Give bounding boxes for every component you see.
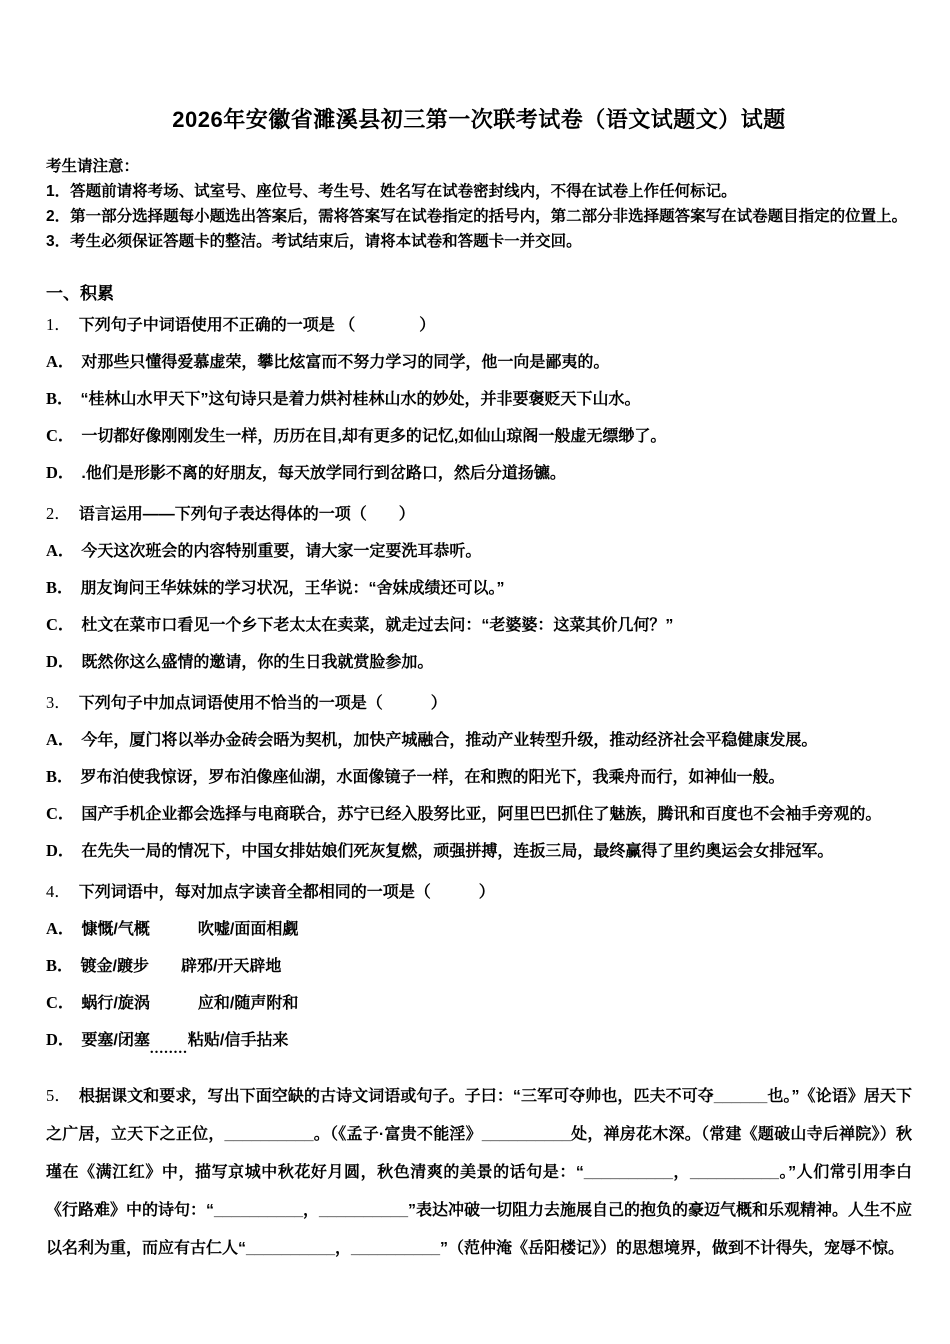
question-3-option-a — [46, 730, 912, 750]
option-label: A． — [46, 541, 75, 560]
question-1-option-b — [46, 389, 912, 409]
option-text: 今年，厦门将以举办金砖会晤为契机，加快产城融合，推动产业转型升级，推动经济社会平稳健康发展。 — [81, 732, 818, 749]
option-label: C． — [46, 804, 75, 823]
option-label: D． — [46, 1030, 75, 1049]
question-1-option-a — [46, 352, 912, 372]
question-2 — [46, 504, 912, 672]
option-text: 对那些只懂得爱慕虚荣，攀比炫富而不努力学习的同学，他一向是鄙夷的。 — [81, 354, 610, 371]
question-2-stem-text: 语言运用——下列句子表达得体的一项（ ） — [78, 506, 415, 523]
option-label: C． — [46, 426, 75, 445]
question-4-number: 4． — [46, 882, 71, 901]
question-4-option-c — [46, 993, 912, 1013]
notice-item-3: 3．考生必须保证答题卡的整洁。考试结束后，请将本试卷和答题卡一并交回。 — [46, 233, 582, 250]
question-2-option-c — [46, 615, 912, 635]
question-3-option-c — [46, 804, 912, 824]
question-4 — [46, 882, 912, 1057]
question-2-option-a — [46, 541, 912, 561]
option-text-pair-2: 粘贴/信手拈来 — [187, 1032, 289, 1049]
question-3-number: 3． — [46, 693, 71, 712]
question-5-text: 根据课文和要求，写出下面空缺的古诗文词语或句子。子曰：“三军可夺帅也，匹夫不可夺______也。”《论语》居天下之广居，立天下之正位，__________。（《孟子·富贵不能淫》__________处，禅房花木深。（常建《题破山寺后禅院》）秋瑾在《满江红》中，描写京城中秋花好月圆，秋色清爽的美景的话句是：“__________，__________。”人们常引用李白《行路难》中的诗句：“__________，__________”表达冲破一切阻力去施展自己的抱负的豪迈气概和乐观精神。人生不应以名利为重，而应有古仁人“__________，__________”（范仲淹《岳阳楼记》）的思想境界，做到不计得失，宠辱不惊。 — [46, 1088, 912, 1257]
question-2-option-d — [46, 652, 912, 672]
question-3-stem-text: 下列句子中加点词语使用不恰当的一项是（ ） — [78, 695, 447, 712]
option-text: 慷慨/气概 吹嘘/面面相觑 — [81, 921, 299, 938]
notice-item-2: 2．第一部分选择题每小题选出答案后，需将答案写在试卷指定的括号内，第二部分非选择题答案写在试卷题目指定的位置上。 — [46, 208, 908, 225]
question-2-number: 2． — [46, 504, 71, 523]
option-text: 罗布泊使我惊讶，罗布泊像座仙湖，水面像镜子一样，在和煦的阳光下，我乘舟而行，如神仙一般。 — [80, 769, 785, 786]
question-1-stem-text: 下列句子中词语使用不正确的一项是 （ ） — [78, 317, 436, 334]
notice-item-1: 1．答题前请将考场、试室号、座位号、考生号、姓名写在试卷密封线内，不得在试卷上作任何标记。 — [46, 183, 737, 200]
question-1 — [46, 315, 912, 483]
notice-heading: 考生请注意： — [46, 158, 140, 175]
section-heading-accumulation: 一、积累 — [46, 284, 114, 303]
option-text: 今天这次班会的内容特别重要，请大家一定要洗耳恭听。 — [81, 543, 482, 560]
option-text-pair-1: 要塞/闭塞 — [81, 1032, 150, 1049]
notice-section — [46, 154, 912, 254]
option-label: B． — [46, 389, 74, 408]
question-1-stem — [46, 315, 912, 335]
question-5 — [46, 1077, 912, 1268]
option-label: D． — [46, 463, 75, 482]
option-text: 既然你这么盛情的邀请，你的生日我就赏脸参加。 — [81, 654, 434, 671]
question-1-option-d — [46, 463, 912, 483]
question-4-stem — [46, 882, 912, 902]
option-text: 朋友询问王华妹妹的学习状况，王华说：“舍妹成绩还可以。” — [80, 580, 505, 597]
question-5-number: 5． — [46, 1086, 71, 1105]
option-text: 一切都好像刚刚发生一样，历历在目,却有更多的记忆,如仙山琼阁一般虚无缥缈了。 — [81, 428, 667, 445]
question-3 — [46, 693, 912, 861]
question-4-option-b — [46, 956, 912, 976]
question-1-option-c — [46, 426, 912, 446]
question-4-stem-text: 下列词语中，每对加点字读音全都相同的一项是（ ） — [78, 884, 495, 901]
question-3-stem — [46, 693, 912, 713]
option-label: A． — [46, 919, 75, 938]
question-4-option-d — [46, 1030, 912, 1057]
option-label: B． — [46, 767, 74, 786]
question-2-stem — [46, 504, 912, 524]
option-text: 在先失一局的情况下，中国女排姑娘们死灰复燃，顽强拼搏，连扳三局，最终赢得了里约奥运会女排冠军。 — [81, 843, 834, 860]
option-label: B． — [46, 578, 74, 597]
option-text: .他们是形影不离的好朋友，每天放学同行到岔路口，然后分道扬镳。 — [81, 465, 566, 482]
option-label: D． — [46, 652, 75, 671]
question-2-option-b — [46, 578, 912, 598]
question-3-option-d — [46, 841, 912, 861]
option-text: 蜗行/旋涡 应和/随声附和 — [81, 995, 299, 1012]
option-label: A． — [46, 352, 75, 371]
page-title: 2026年安徽省濉溪县初三第一次联考试卷（语文试题文）试题 — [172, 107, 786, 132]
option-label: D． — [46, 841, 75, 860]
option-text: 国产手机企业都会选择与电商联合，苏宁已经入股努比亚，阿里巴巴抓住了魅族，腾讯和百度也不会袖手旁观的。 — [81, 806, 882, 823]
option-label: C． — [46, 993, 75, 1012]
emphasis-dots: ........ — [149, 1041, 188, 1057]
option-label: C． — [46, 615, 75, 634]
option-text: “桂林山水甲天下”这句诗只是着力烘衬桂林山水的妙处，并非要褒贬天下山水。 — [80, 391, 641, 408]
option-text: 杜文在菜市口看见一个乡下老太太在卖菜，就走过去问：“老婆婆：这菜其价几何？” — [81, 617, 674, 634]
option-label: A． — [46, 730, 75, 749]
question-4-option-a — [46, 919, 912, 939]
question-1-number: 1． — [46, 315, 71, 334]
option-text: 镀金/踱步 辟邪/开天辟地 — [80, 958, 282, 975]
question-3-option-b — [46, 767, 912, 787]
option-label: B． — [46, 956, 74, 975]
